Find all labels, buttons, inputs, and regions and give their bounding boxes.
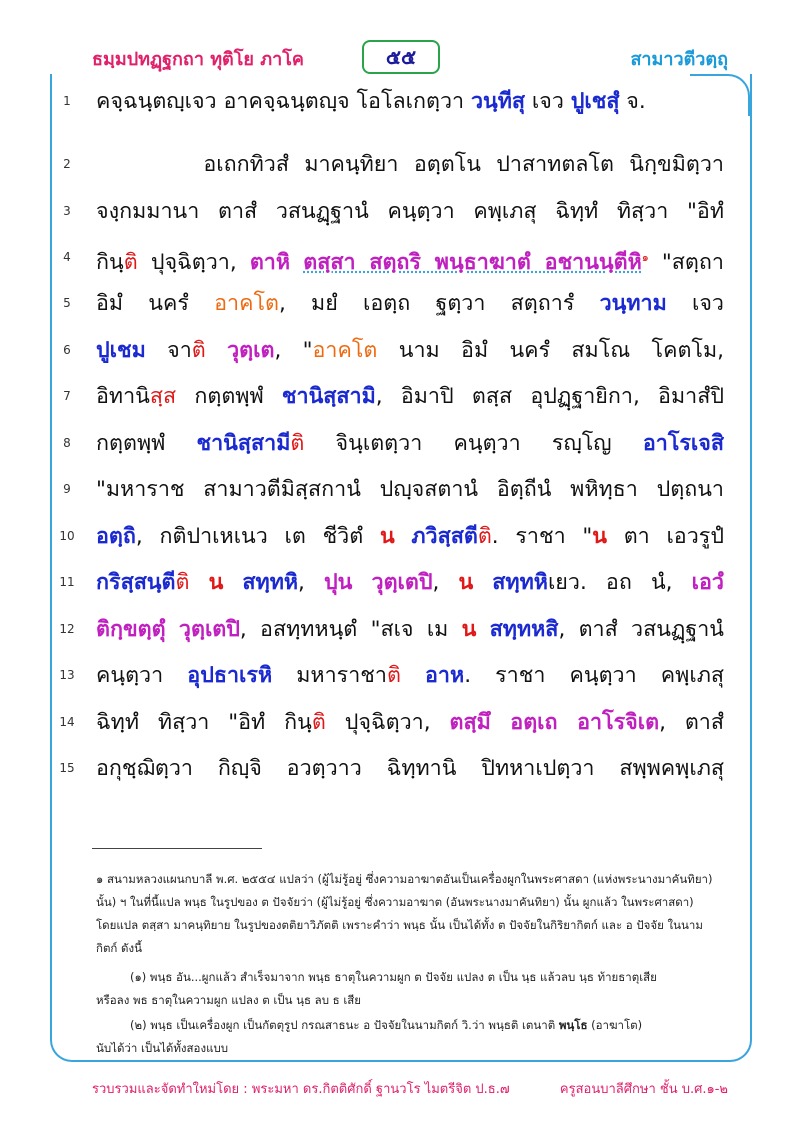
footnote-line: นับได้ว่า เป็นได้ทั้งสองแบบ xyxy=(96,1041,229,1055)
text-line xyxy=(0,517,800,557)
footnote-ref[interactable]: ๑ xyxy=(641,251,649,264)
line-text: จงฺกมมานา ตาสํ วสนฏฺฐานํ คนฺตฺวา คพฺเภสุ ฉิทฺทํ ทิสฺวา "อิทํ xyxy=(96,199,724,224)
text-line xyxy=(0,331,800,371)
line-number: 12 xyxy=(59,622,75,636)
text-line xyxy=(0,563,800,603)
text-line xyxy=(0,82,800,122)
line-number: 14 xyxy=(59,715,75,729)
footnote-line: ๑ สนามหลวงแผนกบาลี พ.ศ. ๒๕๕๔ แปลว่า (ผู้ไม่รู้อยู่ ซึ่งความอาฆาตอันเป็นเครื่องผูกในพระศาสดา (แห่งพระนางมาคันทิยา) xyxy=(96,872,713,886)
text-line xyxy=(0,656,800,696)
line-number: 10 xyxy=(59,529,75,543)
footnote-line: (๒) พนฺธ เป็นเครื่องผูก เป็นกัตตุรูป กรณสาธนะ อ ปัจจัยในนามกิตก์ วิ.ว่า พนฺธติ เตนาติ พนฺโธ (อาฆาโต) xyxy=(130,1018,643,1032)
footer-course: ครูสอนบาลีศึกษา ชั้น บ.ศ.๑-๒ xyxy=(559,1082,728,1097)
line-text: ติกฺขตฺตุํ วุตฺเตปิ, อสทฺทหนฺตํ "สเจ เม น สทฺทหสิ, ตาสํ วสนฏฺฐานํ xyxy=(96,617,724,642)
line-text: คจฺฉนฺตญฺเจว อาคจฺฉนฺตญฺจ โอโลเกตฺวา วนฺทีสุ เจว ปูเชสุํ จ. xyxy=(96,89,646,114)
line-text: อิมํ นครํ อาคโต, มยํ เอตฺถ ฐตฺวา สตฺถารํ วนฺทาม เจว xyxy=(96,291,724,316)
text-line xyxy=(0,284,800,324)
line-number: 13 xyxy=(59,668,75,682)
footnote-line: หรือลง พธ ธาตุในความผูก แปลง ต เป็น นฺธ ลบ ธ เสีย xyxy=(96,993,362,1007)
text-line xyxy=(0,238,800,278)
line-text: คนฺตฺวา อุปธาเรหิ มหาราชาติ อาห. ราชา คนฺตฺวา คพฺเภสุ xyxy=(96,663,724,688)
page-number: ๕๕ xyxy=(362,40,440,74)
line-number: 8 xyxy=(63,436,71,450)
footer-credit: รวบรวมและจัดทำใหม่โดย : พระมหา ดร.กิตติศักดิ์ ฐานวโร ไมตรีจิต ป.ธ.๗ xyxy=(92,1082,510,1097)
book-title: ธมฺมปทฏฺฐกถา ทุติโย ภาโค xyxy=(92,49,304,70)
footnote-line: กิตก์ ดังนี้ xyxy=(96,941,142,955)
line-text: อเถกทิวสํ มาคนฺทิยา อตฺตโน ปาสาทตลโต นิกฺขมิตฺวา xyxy=(96,152,724,177)
line-text: อิทานิสฺส กตฺตพฺพํ ชานิสฺสามิ, อิมาปิ ตสฺส อุปฏฺฐายิกา, อิมาสํปิ xyxy=(96,384,724,409)
text-line xyxy=(0,424,800,464)
footnote-line: นั้น) ฯ ในที่นี้แปล พนฺธ ในรูปของ ต ปัจจัยว่า (ผู้ไม่รู้อยู่ ซึ่งความอาฆาต (อันพระนางมาคันทิยา) นั้น ผูกแล้ว ในพระศาสดา) xyxy=(96,895,694,909)
line-number: 4 xyxy=(63,250,71,264)
line-text: อตฺถิ, กติปาเหเนว เต ชีวิตํ น ภวิสฺสตีติ. ราชา "น ตา เอวรูปํ xyxy=(96,524,724,549)
text-line xyxy=(0,192,800,232)
footnote-line: โดยแปล ตสฺสา มาคนฺทิยาย ในรูปของตติยาวิภัตติ เพราะคำว่า พนฺธ นั้น เป็นได้ทั้ง ต ปัจจัยในกิริยากิตก์ และ อ ปัจจัย ในนาม xyxy=(96,918,703,932)
line-text: อกุชฺฌิตฺวา กิญฺจิ อวตฺวาว ฉิทฺทานิ ปิทหาเปตฺวา สพฺพคพฺเภสุ xyxy=(96,756,724,781)
story-title: สามาวตีวตฺถุ xyxy=(630,49,728,70)
line-number: 15 xyxy=(59,761,75,775)
line-number: 2 xyxy=(63,157,71,171)
line-text: ปูเชม จาติ วุตฺเต, "อาคโต นาม อิมํ นครํ สมโณ โคตโม, xyxy=(96,338,724,363)
footnote-separator xyxy=(92,848,262,849)
dotted-phrase: ตสฺสา สตฺถริ พนฺธาฆาตํ อชานนฺตีหิ xyxy=(303,250,642,276)
line-text: กินฺติ ปุจฺฉิตฺวา, ตาหิ ตสฺสา สตฺถริ พนฺธาฆาตํ อชานนฺตีหิ$^๑$ "สตฺถา xyxy=(96,250,724,276)
footnote-line: (๑) พนฺธ อัน...ผูกแล้ว สำเร็จมาจาก พนฺธ ธาตุในความผูก ต ปัจจัย แปลง ต เป็น นฺธ แล้วลบ นฺธ ท้ายธาตุเสีย xyxy=(130,970,657,984)
line-text: ฉิทฺทํ ทิสฺวา "อิทํ กินฺติ ปุจฺฉิตฺวา, ตสฺมึ อตฺเถ อาโรจิเต, ตาสํ xyxy=(96,710,724,735)
text-line xyxy=(0,749,800,789)
line-text: กตฺตพฺพํ ชานิสฺสามีติ จินฺเตตฺวา คนฺตฺวา รญฺโญ อาโรเจสิ xyxy=(96,431,724,456)
line-number: 11 xyxy=(59,575,75,589)
line-number: 1 xyxy=(63,94,71,108)
line-number: 9 xyxy=(63,482,71,496)
line-number: 5 xyxy=(63,296,71,310)
line-text: "มหาราช สามาวตีมิสฺสกานํ ปญฺจสตานํ อิตฺถีนํ พหิทฺธา ปตฺถนา xyxy=(96,477,724,502)
text-line xyxy=(0,145,800,185)
line-number: 3 xyxy=(63,204,71,218)
text-line xyxy=(0,703,800,743)
line-number: 6 xyxy=(63,343,71,357)
line-number: 7 xyxy=(63,389,71,403)
text-line xyxy=(0,610,800,650)
line-text: กริสฺสนฺตีติ น สทฺทหิ, ปุน วุตฺเตปิ, น สทฺทหิเยว. อถ นํ, เอวํ xyxy=(96,570,724,595)
text-line xyxy=(0,377,800,417)
text-line xyxy=(0,470,800,510)
